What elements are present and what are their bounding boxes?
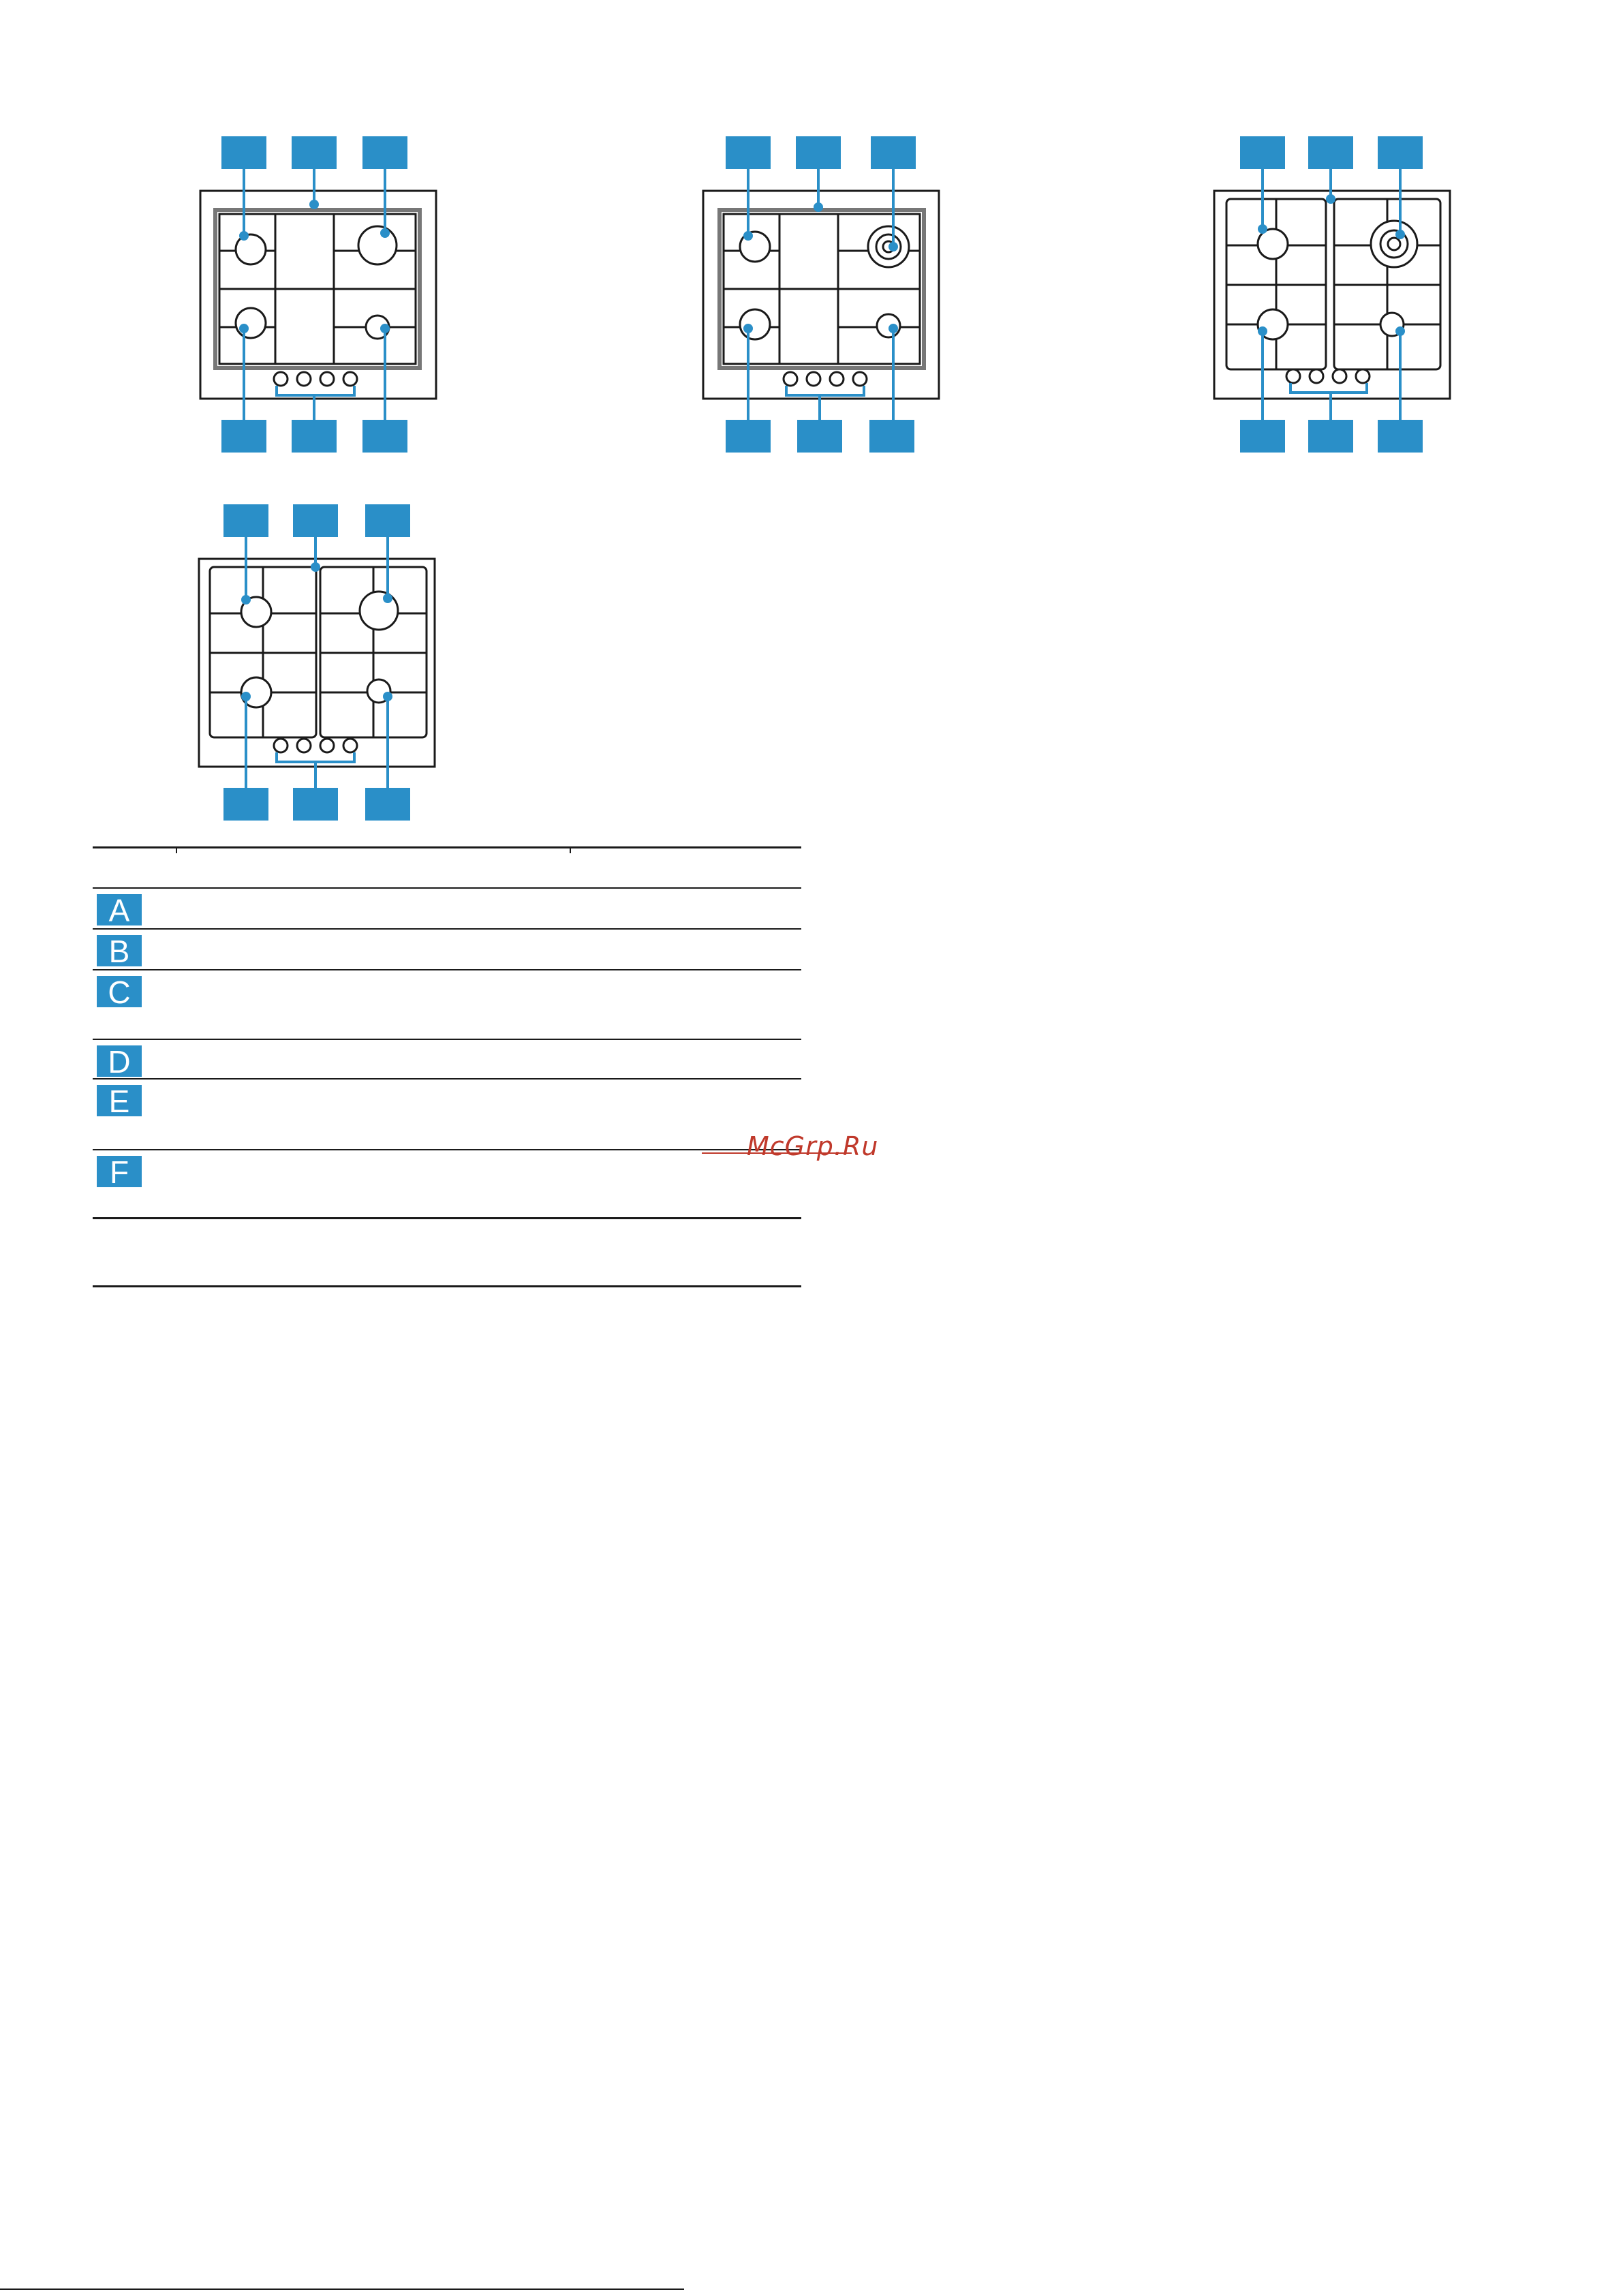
table-bottom-rule <box>93 1285 801 1287</box>
legend-letter-e: E <box>97 1085 142 1116</box>
callout-boxes-bottom <box>726 420 914 453</box>
callout-box <box>221 136 266 169</box>
table-header-top-rule <box>93 846 801 848</box>
callout-lines <box>241 169 388 420</box>
table-row <box>93 928 801 930</box>
callout-box <box>292 420 337 453</box>
callout-box <box>223 788 268 821</box>
callout-box <box>869 420 914 453</box>
callout-boxes-top <box>726 136 916 169</box>
callout-box <box>1378 420 1423 453</box>
callout-box <box>1308 420 1353 453</box>
callout-box <box>871 136 916 169</box>
legend-letter-b: B <box>97 935 142 966</box>
callout-box <box>796 136 841 169</box>
callout-box <box>726 420 771 453</box>
legend-letter-d: D <box>97 1045 142 1077</box>
callout-box <box>1308 136 1353 169</box>
callout-boxes-bottom <box>223 788 410 821</box>
column-separator <box>570 846 571 853</box>
legend-letter-c: C <box>97 976 142 1007</box>
table-row <box>93 887 801 889</box>
hob-outline <box>199 559 435 767</box>
callout-boxes-top <box>223 504 410 537</box>
callout-box <box>365 504 410 537</box>
callout-box <box>221 420 266 453</box>
hob-diagram-3 <box>1199 123 1465 463</box>
callout-box <box>1240 136 1285 169</box>
callout-boxes-top <box>1240 136 1423 169</box>
hob-diagram-4 <box>191 491 457 831</box>
table-row <box>93 1039 801 1040</box>
callout-box <box>365 788 410 821</box>
callout-box <box>362 136 407 169</box>
footer-rule <box>0 2289 684 2290</box>
callout-boxes-top <box>221 136 407 169</box>
table-row <box>93 969 801 970</box>
column-separator <box>176 846 177 853</box>
callout-boxes-bottom <box>1240 420 1423 453</box>
callout-box <box>797 420 842 453</box>
callout-box <box>293 504 338 537</box>
hob-outline <box>200 191 436 399</box>
legend-letter-a: A <box>97 894 142 925</box>
callout-lines <box>745 169 897 420</box>
callout-box <box>1240 420 1285 453</box>
table-row <box>93 1149 801 1150</box>
callout-box <box>1378 136 1423 169</box>
watermark: McGrp.Ru <box>747 1131 879 1161</box>
table-row <box>93 1078 801 1080</box>
legend-letter-f: F <box>97 1156 142 1187</box>
hob-diagram-1 <box>191 123 457 463</box>
hob-outline <box>703 191 939 399</box>
callout-box <box>223 504 268 537</box>
table-row <box>93 1217 801 1219</box>
callout-box <box>292 136 337 169</box>
callout-box <box>293 788 338 821</box>
callout-box <box>362 420 407 453</box>
callout-boxes-bottom <box>221 420 407 453</box>
hob-outline <box>1214 191 1450 399</box>
hob-diagram-2 <box>695 123 961 463</box>
callout-box <box>726 136 771 169</box>
callout-lines <box>1259 169 1404 420</box>
